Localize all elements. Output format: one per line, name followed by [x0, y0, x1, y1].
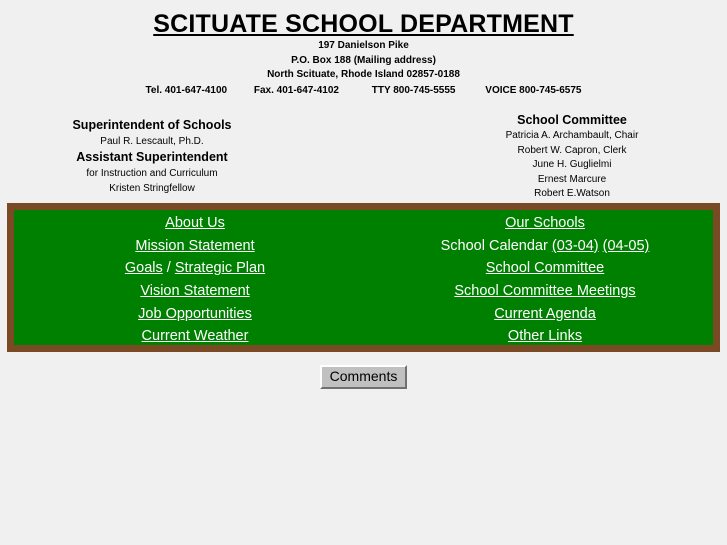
vision-statement-link[interactable]: Vision Statement [140, 283, 250, 300]
nav-row [45, 212, 345, 235]
committee-member: Patricia A. Archambault, Chair [505, 130, 639, 141]
committee-member: Robert E.Watson [534, 188, 610, 200]
nav-row [45, 257, 345, 280]
goals-link[interactable]: Goals [124, 260, 163, 277]
nav-row [45, 235, 345, 258]
nav-row [45, 303, 345, 326]
address-po-box: P.O. Box 188 (Mailing address) [291, 54, 436, 66]
nav-row [395, 257, 695, 280]
other-links-link[interactable]: Other Links [507, 328, 583, 345]
nav-row [395, 235, 695, 258]
assistant-superintendent-subtitle: for Instruction and Curriculum [86, 168, 218, 179]
calendar-0304-link[interactable]: (03-04) [551, 237, 599, 254]
school-committee-heading: School Committee [517, 113, 627, 127]
staff-section [0, 112, 727, 204]
about-us-link[interactable]: About Us [165, 215, 225, 231]
superintendent-heading: Superintendent of Schools [72, 118, 232, 132]
mission-statement-link[interactable]: Mission Statement [135, 237, 255, 254]
navigation-column-left [45, 212, 345, 348]
job-opportunities-link[interactable]: Job Opportunities [138, 305, 252, 322]
page-header [0, 0, 727, 99]
fax-number: Fax. 401-647-4102 [253, 84, 339, 96]
current-weather-link[interactable]: Current Weather [141, 328, 249, 345]
page-title: SCITUATE SCHOOL DEPARTMENT [153, 10, 574, 38]
committee-member: Ernest Marcure [537, 173, 607, 185]
address-street: 197 Danielson Pike [318, 40, 409, 51]
superintendent-column [52, 117, 252, 196]
school-committee-link[interactable]: School Committee [485, 260, 605, 277]
nav-row [45, 325, 345, 348]
comments-button[interactable]: Comments [320, 365, 408, 389]
school-committee-meetings-link[interactable]: School Committee Meetings [454, 283, 636, 300]
contact-line [0, 83, 727, 99]
nav-row [395, 280, 695, 303]
nav-row [395, 303, 695, 326]
comments-button-container [0, 365, 727, 389]
our-schools-link[interactable]: Our Schools [505, 215, 585, 231]
superintendent-name: Paul R. Lescault, Ph.D. [100, 136, 204, 147]
committee-member: June H. Guglielmi [532, 159, 612, 171]
committee-member: Robert W. Capron, Clerk [517, 144, 627, 156]
assistant-superintendent-heading: Assistant Superintendent [76, 150, 228, 164]
current-agenda-link[interactable]: Current Agenda [494, 305, 596, 322]
navigation-panel-inner [14, 210, 713, 345]
calendar-0405-link[interactable]: (04-05) [602, 237, 650, 254]
goals-separator: / [162, 260, 175, 277]
address-city: North Scituate, Rhode Island 02857-0188 [267, 69, 460, 80]
nav-row [45, 280, 345, 303]
nav-row [395, 325, 695, 348]
tty-number: TTY 800-745-5555 [371, 84, 456, 96]
navigation-column-right [395, 212, 695, 348]
school-committee-column [472, 112, 672, 202]
strategic-plan-link[interactable]: Strategic Plan [174, 260, 266, 277]
navigation-panel [7, 203, 720, 352]
nav-row [395, 212, 695, 235]
address-block [0, 39, 727, 83]
voice-number: VOICE 800-745-6575 [485, 84, 582, 96]
assistant-superintendent-name: Kristen Stringfellow [109, 183, 195, 194]
school-calendar-label: School Calendar [440, 237, 552, 254]
telephone-number: Tel. 401-647-4100 [145, 84, 228, 96]
